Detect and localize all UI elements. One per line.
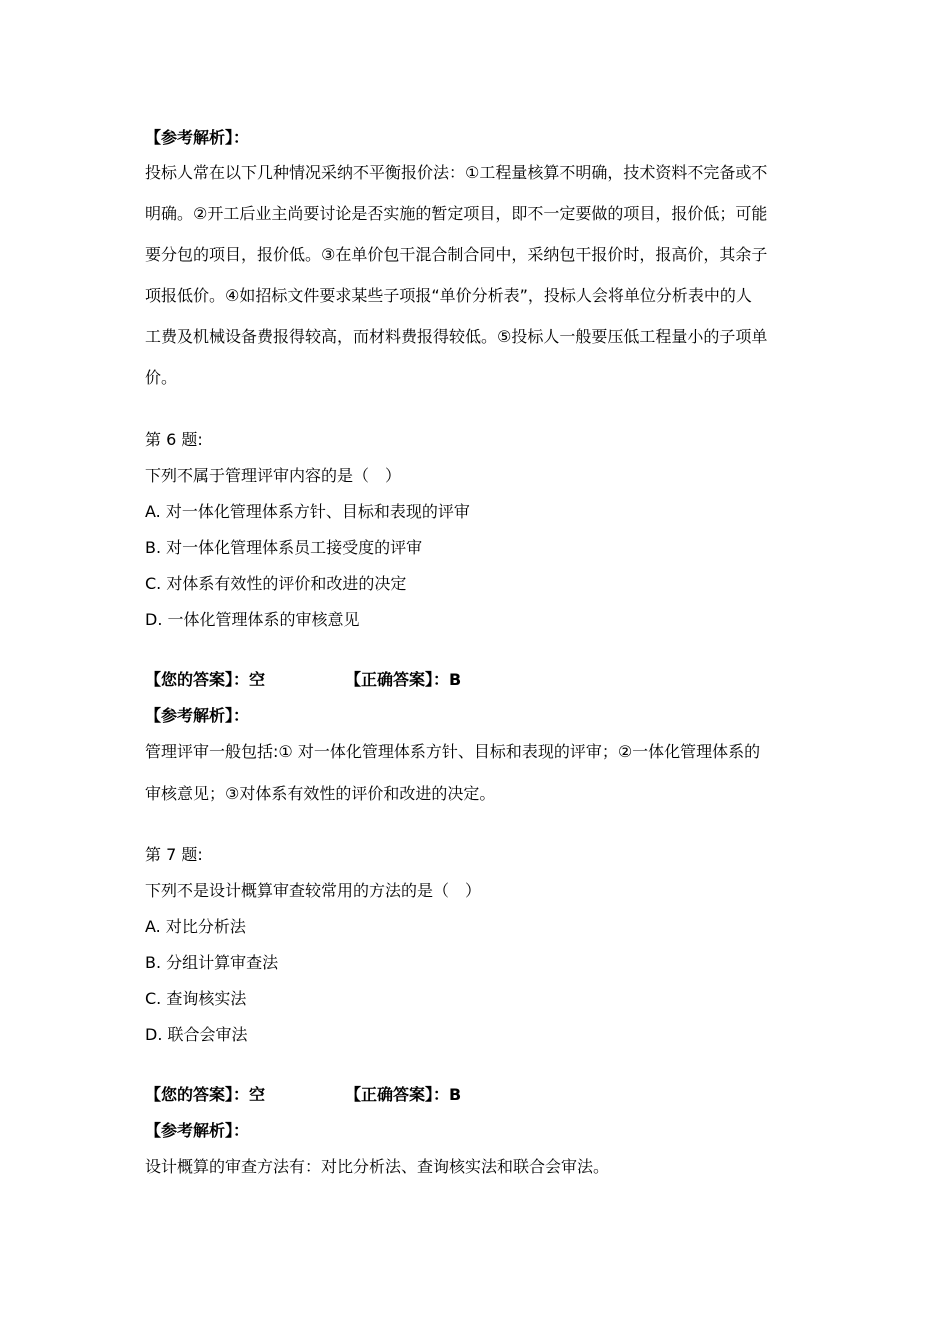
option-c: C. 查询核实法 bbox=[145, 989, 247, 1008]
analysis-text-line: 投标人常在以下几种情况采纳不平衡报价法：①工程量核算不明确，技术资料不完备或不 bbox=[145, 163, 768, 182]
your-answer: 【您的答案】：空 bbox=[145, 1085, 266, 1104]
analysis-text-line: 项报低价。④如招标文件要求某些子项报“单价分析表”，投标人会将单位分析表中的人 bbox=[145, 286, 752, 305]
answer-row bbox=[145, 670, 462, 690]
option-c: C. 对体系有效性的评价和改进的决定 bbox=[145, 574, 407, 593]
correct-answer: 【正确答案】：B bbox=[345, 670, 462, 689]
analysis-text-line: 价。 bbox=[145, 368, 178, 387]
question-number: 第 6 题: bbox=[145, 430, 203, 449]
correct-answer: 【正确答案】：B bbox=[345, 1085, 462, 1104]
analysis-label: 【参考解析】： bbox=[145, 1121, 250, 1140]
question-stem: 下列不属于管理评审内容的是（ ） bbox=[145, 466, 402, 485]
question-number: 第 7 题: bbox=[145, 845, 203, 864]
question-stem: 下列不是设计概算审查较常用的方法的是（ ） bbox=[145, 881, 482, 900]
option-b: B. 分组计算审查法 bbox=[145, 953, 279, 972]
option-a: A. 对比分析法 bbox=[145, 917, 246, 936]
option-d: D. 一体化管理体系的审核意见 bbox=[145, 610, 360, 629]
analysis-label: 【参考解析】： bbox=[145, 706, 250, 725]
option-b: B. 对一体化管理体系员工接受度的评审 bbox=[145, 538, 423, 557]
analysis-text-line: 明确。②开工后业主尚要讨论是否实施的暂定项目，即不一定要做的项目，报价低；可能 bbox=[145, 204, 768, 223]
analysis-label: 【参考解析】： bbox=[145, 128, 250, 147]
option-a: A. 对一体化管理体系方针、目标和表现的评审 bbox=[145, 502, 470, 521]
answer-row bbox=[145, 1085, 462, 1105]
analysis-text-line: 工费及机械设备费报得较高，而材料费报得较低。⑤投标人一般要压低工程量小的子项单 bbox=[145, 327, 768, 346]
analysis-text-line: 审核意见；③对体系有效性的评价和改进的决定。 bbox=[145, 784, 496, 803]
analysis-text-line: 设计概算的审查方法有：对比分析法、查询核实法和联合会审法。 bbox=[145, 1157, 610, 1176]
analysis-text-line: 要分包的项目，报价低。③在单价包干混合制合同中，采纳包干报价时，报高价，其余子 bbox=[145, 245, 768, 264]
your-answer: 【您的答案】：空 bbox=[145, 670, 266, 689]
analysis-text-line: 管理评审一般包括:① 对一体化管理体系方针、目标和表现的评审；②一体化管理体系的 bbox=[145, 742, 761, 761]
option-d: D. 联合会审法 bbox=[145, 1025, 248, 1044]
